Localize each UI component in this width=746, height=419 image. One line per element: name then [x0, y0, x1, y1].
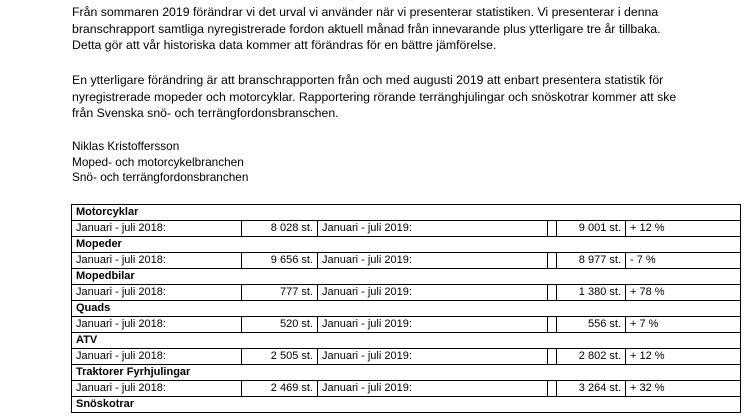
period-2018-label: Januari - juli 2018:	[72, 381, 242, 397]
change-percent: + 78 %	[626, 285, 741, 301]
period-2018-label: Januari - juli 2018:	[72, 317, 242, 333]
intro-paragraph-1: Från sommaren 2019 förändrar vi det urval vi använder när vi presenterar statistiken. Vi presenterar i denna branschrapport samtliga nyregistrerade fordon aktuell månad från innevarande plus ytterligare tre år tillbaka. Detta gör att vår historiska data kommer att förändras för en bättre jämförelse.	[72, 5, 661, 53]
category-name-motorcyklar: Motorcyklar	[72, 205, 741, 221]
signature-org-2: Snö- och terrängfordonsbranchen	[72, 170, 249, 184]
count-2019: 3 264 st.	[557, 381, 626, 397]
period-2019-label: Januari - juli 2019:	[318, 317, 548, 333]
signature-block	[72, 139, 248, 186]
period-2018-label: Januari - juli 2018:	[72, 349, 242, 365]
period-2019-label: Januari - juli 2019:	[318, 349, 548, 365]
count-2018: 8 028 st.	[242, 221, 318, 237]
count-2019: 1 380 st.	[557, 285, 626, 301]
change-percent: + 12 %	[626, 221, 741, 237]
category-data-row	[72, 221, 741, 237]
category-header-row	[72, 397, 741, 413]
signature-name: Niklas Kristoffersson	[72, 139, 180, 153]
period-2018-label: Januari - juli 2018:	[72, 221, 242, 237]
change-percent: + 32 %	[626, 381, 741, 397]
spacer-cell	[548, 349, 557, 365]
period-2019-label: Januari - juli 2019:	[318, 285, 548, 301]
category-name-mopeder: Mopeder	[72, 237, 741, 253]
change-percent: + 7 %	[626, 317, 741, 333]
count-2018: 9 656 st.	[242, 253, 318, 269]
count-2018: 2 505 st.	[242, 349, 318, 365]
signature-org-1: Moped- och motorcykelbranchen	[72, 154, 244, 169]
change-percent: - 7 %	[626, 253, 741, 269]
spacer-cell	[548, 285, 557, 301]
category-name-mopedbilar: Mopedbilar	[72, 269, 741, 285]
period-2019-label: Januari - juli 2019:	[318, 221, 548, 237]
category-name-atv: ATV	[72, 333, 741, 349]
period-2019-label: Januari - juli 2019:	[318, 381, 548, 397]
count-2018: 520 st.	[242, 317, 318, 333]
count-2019: 556 st.	[557, 317, 626, 333]
period-2019-label: Januari - juli 2019:	[318, 253, 548, 269]
spacer-cell	[548, 381, 557, 397]
category-data-row	[72, 285, 741, 301]
change-percent: + 12 %	[626, 349, 741, 365]
category-data-row	[72, 381, 741, 397]
category-data-row	[72, 349, 741, 365]
count-2018: 2 469 st.	[242, 381, 318, 397]
category-header-row	[72, 333, 741, 349]
spacer-cell	[548, 221, 557, 237]
category-header-row	[72, 301, 741, 317]
category-header-row	[72, 205, 741, 221]
spacer-cell	[548, 253, 557, 269]
period-2018-label: Januari - juli 2018:	[72, 253, 242, 269]
count-2018: 777 st.	[242, 285, 318, 301]
intro-paragraph-2: En ytterligare förändring är att branschrapporten från och med augusti 2019 att enbart presentera statistik för nyregistrerade mopeder och motorcyklar. Rapportering rörande terränghjulingar och snöskotrar kommer att ske från Svenska snö- och terrängfordonsbranschen.	[72, 73, 677, 121]
category-header-row	[72, 237, 741, 253]
category-name-quads: Quads	[72, 301, 741, 317]
registration-stats-table	[71, 204, 741, 413]
category-header-row	[72, 269, 741, 285]
category-data-row	[72, 317, 741, 333]
category-name-sn-skotrar: Snöskotrar	[72, 397, 741, 413]
spacer-cell	[548, 317, 557, 333]
count-2019: 9 001 st.	[557, 221, 626, 237]
category-data-row	[72, 253, 741, 269]
category-header-row	[72, 365, 741, 381]
period-2018-label: Januari - juli 2018:	[72, 285, 242, 301]
count-2019: 2 802 st.	[557, 349, 626, 365]
count-2019: 8 977 st.	[557, 253, 626, 269]
category-name-traktorer-fyrhjulingar: Traktorer Fyrhjulingar	[72, 365, 741, 381]
